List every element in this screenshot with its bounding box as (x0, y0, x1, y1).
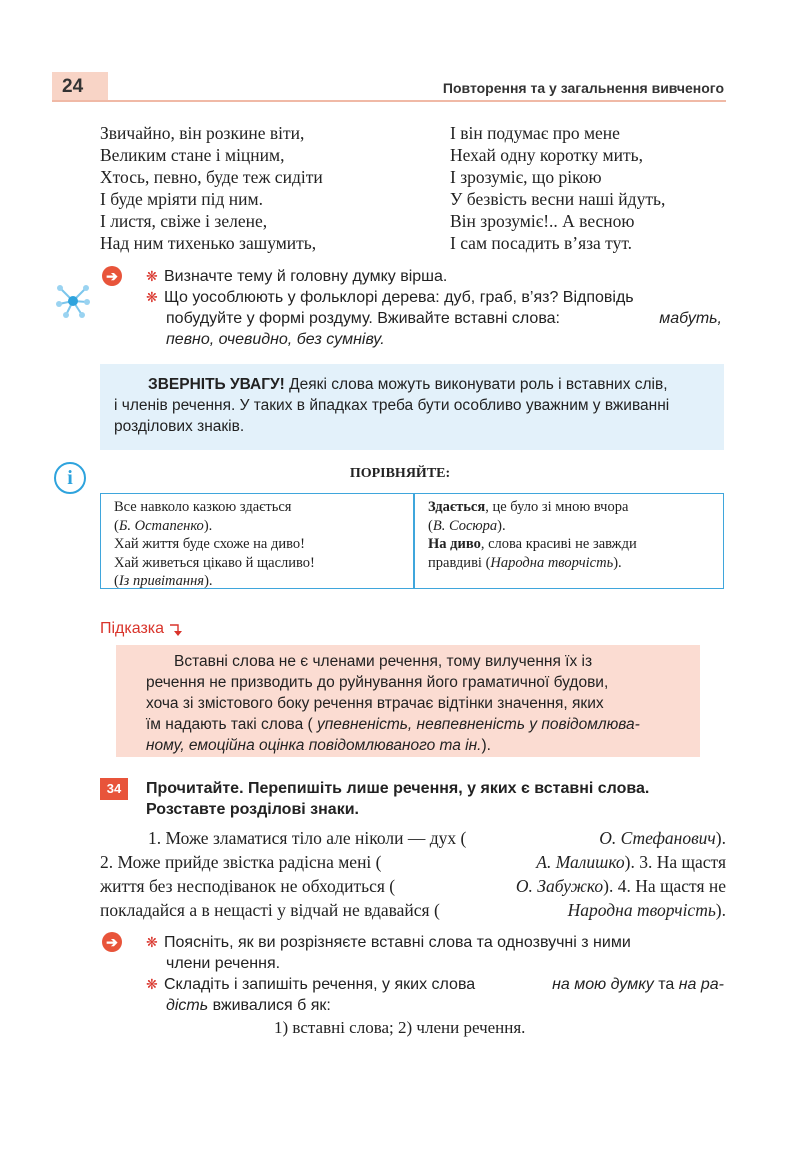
poem-line: Звичайно, він розкине віти, (100, 123, 305, 143)
task-item: Поясніть, як ви розрізняєте вставні слова та однозвучні з ними (164, 934, 631, 951)
task-item: члени речення. (166, 955, 281, 972)
poem-line: Хтось, певно, буде теж сидіти (100, 167, 323, 187)
exercise-heading-line: Прочитайте. Перепишіть лише речення, у яких є вставні слова. (146, 780, 650, 797)
attention-label: ЗВЕРНІТЬ УВАГУ! (148, 376, 285, 393)
compare-table-divider (413, 493, 415, 589)
cell-line: (Б. Остапенко). (114, 517, 213, 534)
header-divider (52, 100, 726, 102)
info-icon: i (54, 462, 86, 494)
exercise-text (100, 826, 726, 922)
attention-line: і членів речення. У таких в йпадках треба бути особливо уважним у вживанні (114, 397, 670, 414)
hint-arrow-icon (169, 621, 183, 637)
task-item-italic: певно, очевидно, без сумніву. (166, 331, 385, 348)
molecule-icon (54, 282, 92, 320)
highlighted-word: Здається (428, 499, 486, 515)
hint-label (100, 620, 183, 638)
poem-line: І сам посадить в’яза тут. (450, 233, 633, 253)
task-list-2 (146, 932, 726, 1040)
cell-line: На диво, слова красиві не завжди (428, 536, 637, 552)
hint-line: їм надають такі слова ( упевненість, невпевненість у повідомлюва- (146, 716, 640, 733)
hint-line: Вставні слова не є членами речення, тому вилучення їх із (174, 653, 593, 670)
poem-line: Великим стане і міцним, (100, 145, 285, 165)
compare-title: ПОРІВНЯЙТЕ: (349, 466, 451, 481)
exercise-line: покладайся а в нещасті у відчай не вдавайся ( Народна творчість). (100, 900, 726, 920)
task-item: Що уособлюють у фольклорі дерева: дуб, граб, в’яз? Відповідь (164, 289, 634, 306)
bullet-icon: ❋ (146, 934, 158, 950)
cell-line: Хай живеться цікаво й щасливо! (114, 554, 315, 571)
author-name: В. Сосюра (432, 517, 498, 534)
author-name: Б. Остапенко (118, 517, 204, 534)
task-item-italic: мабуть, (659, 310, 722, 327)
arrow-right-icon: ➔ (102, 266, 122, 286)
poem-line: Він зрозуміє!.. А весною (450, 211, 635, 231)
exercise-heading (146, 778, 726, 820)
task-item: Визначте тему й головну думку вірша. (164, 268, 448, 285)
bullet-icon: ❋ (146, 289, 158, 305)
hint-line: хоча зі змістового боку речення втрачає відтінки значення, яких (146, 695, 604, 712)
task-item: ❋ Складіть і запишіть речення, у яких слова на мою думку та на ра- (146, 976, 724, 993)
cell-line: (Із привітання). (114, 573, 213, 589)
page-number: 24 (62, 76, 84, 97)
task-list-1 (146, 266, 726, 350)
poem-line: Над ним тихенько зашумить, (100, 233, 317, 253)
hint-line: речення не призводить до руйнування його граматичної будови, (146, 674, 609, 691)
attention-line: Деякі слова можуть виконувати роль і вставних слів, (284, 376, 668, 393)
cell-line: Все навколо казкою здається (114, 499, 292, 515)
attention-line: розділових знаків. (114, 418, 245, 435)
exercise-line: життя без несподіванок не обходиться ( О. Забужко). 4. На щастя не (100, 876, 726, 896)
poem-line: Нехай одну коротку мить, (450, 145, 643, 165)
compare-cell-right (428, 498, 637, 572)
exercise-number-badge: 34 (100, 778, 128, 800)
section-title: Повторення та у загальнення вивченого (442, 80, 724, 96)
source-name: Із привітання (118, 573, 205, 589)
exercise-heading-line: Розставте розділові знаки. (146, 801, 359, 818)
poem-line: І зрозуміє, що рікою (450, 167, 602, 187)
poem-right-column (450, 122, 665, 254)
attention-text (110, 374, 710, 437)
hint-label-text: Підказка (100, 620, 165, 637)
task-item: дість вживалися б як: (166, 997, 331, 1014)
highlighted-word: На диво (428, 536, 481, 552)
source-name: Народна творчість (490, 554, 614, 571)
poem-line: І він подумає про мене (450, 123, 620, 143)
exercise-line: 1. Може зламатися тіло але ніколи — дух ( О. Стефанович). (148, 828, 726, 848)
cell-line: Хай життя буде схоже на диво! (114, 536, 305, 552)
bullet-icon: ❋ (146, 268, 158, 284)
poem-left-column (100, 122, 323, 254)
bullet-icon: ❋ (146, 976, 158, 992)
hint-line: ному, емоційна оцінка повідомлюваного та ін.). (146, 737, 491, 754)
poem-line: І листя, свіже і зелене, (100, 211, 268, 231)
compare-cell-left (114, 498, 315, 591)
arrow-right-icon: ➔ (102, 932, 122, 952)
hint-text (146, 651, 698, 756)
cell-line: Здається, це було зі мною вчора (428, 499, 629, 515)
exercise-line: 2. Може прийде звістка радісна мені ( А. Малишко). 3. На щастя (100, 852, 726, 872)
task-options: 1) вставні слова; 2) члени речення. (274, 1018, 526, 1037)
cell-line: (В. Сосюра). (428, 517, 506, 534)
poem-line: І буде мріяти під ним. (100, 189, 263, 209)
poem-line: У безвість весни наші йдуть, (450, 189, 666, 209)
cell-line: правдиві (Народна творчість). (428, 554, 622, 571)
task-item: побудуйте у формі роздуму. Вживайте вставні слова: (166, 310, 560, 327)
